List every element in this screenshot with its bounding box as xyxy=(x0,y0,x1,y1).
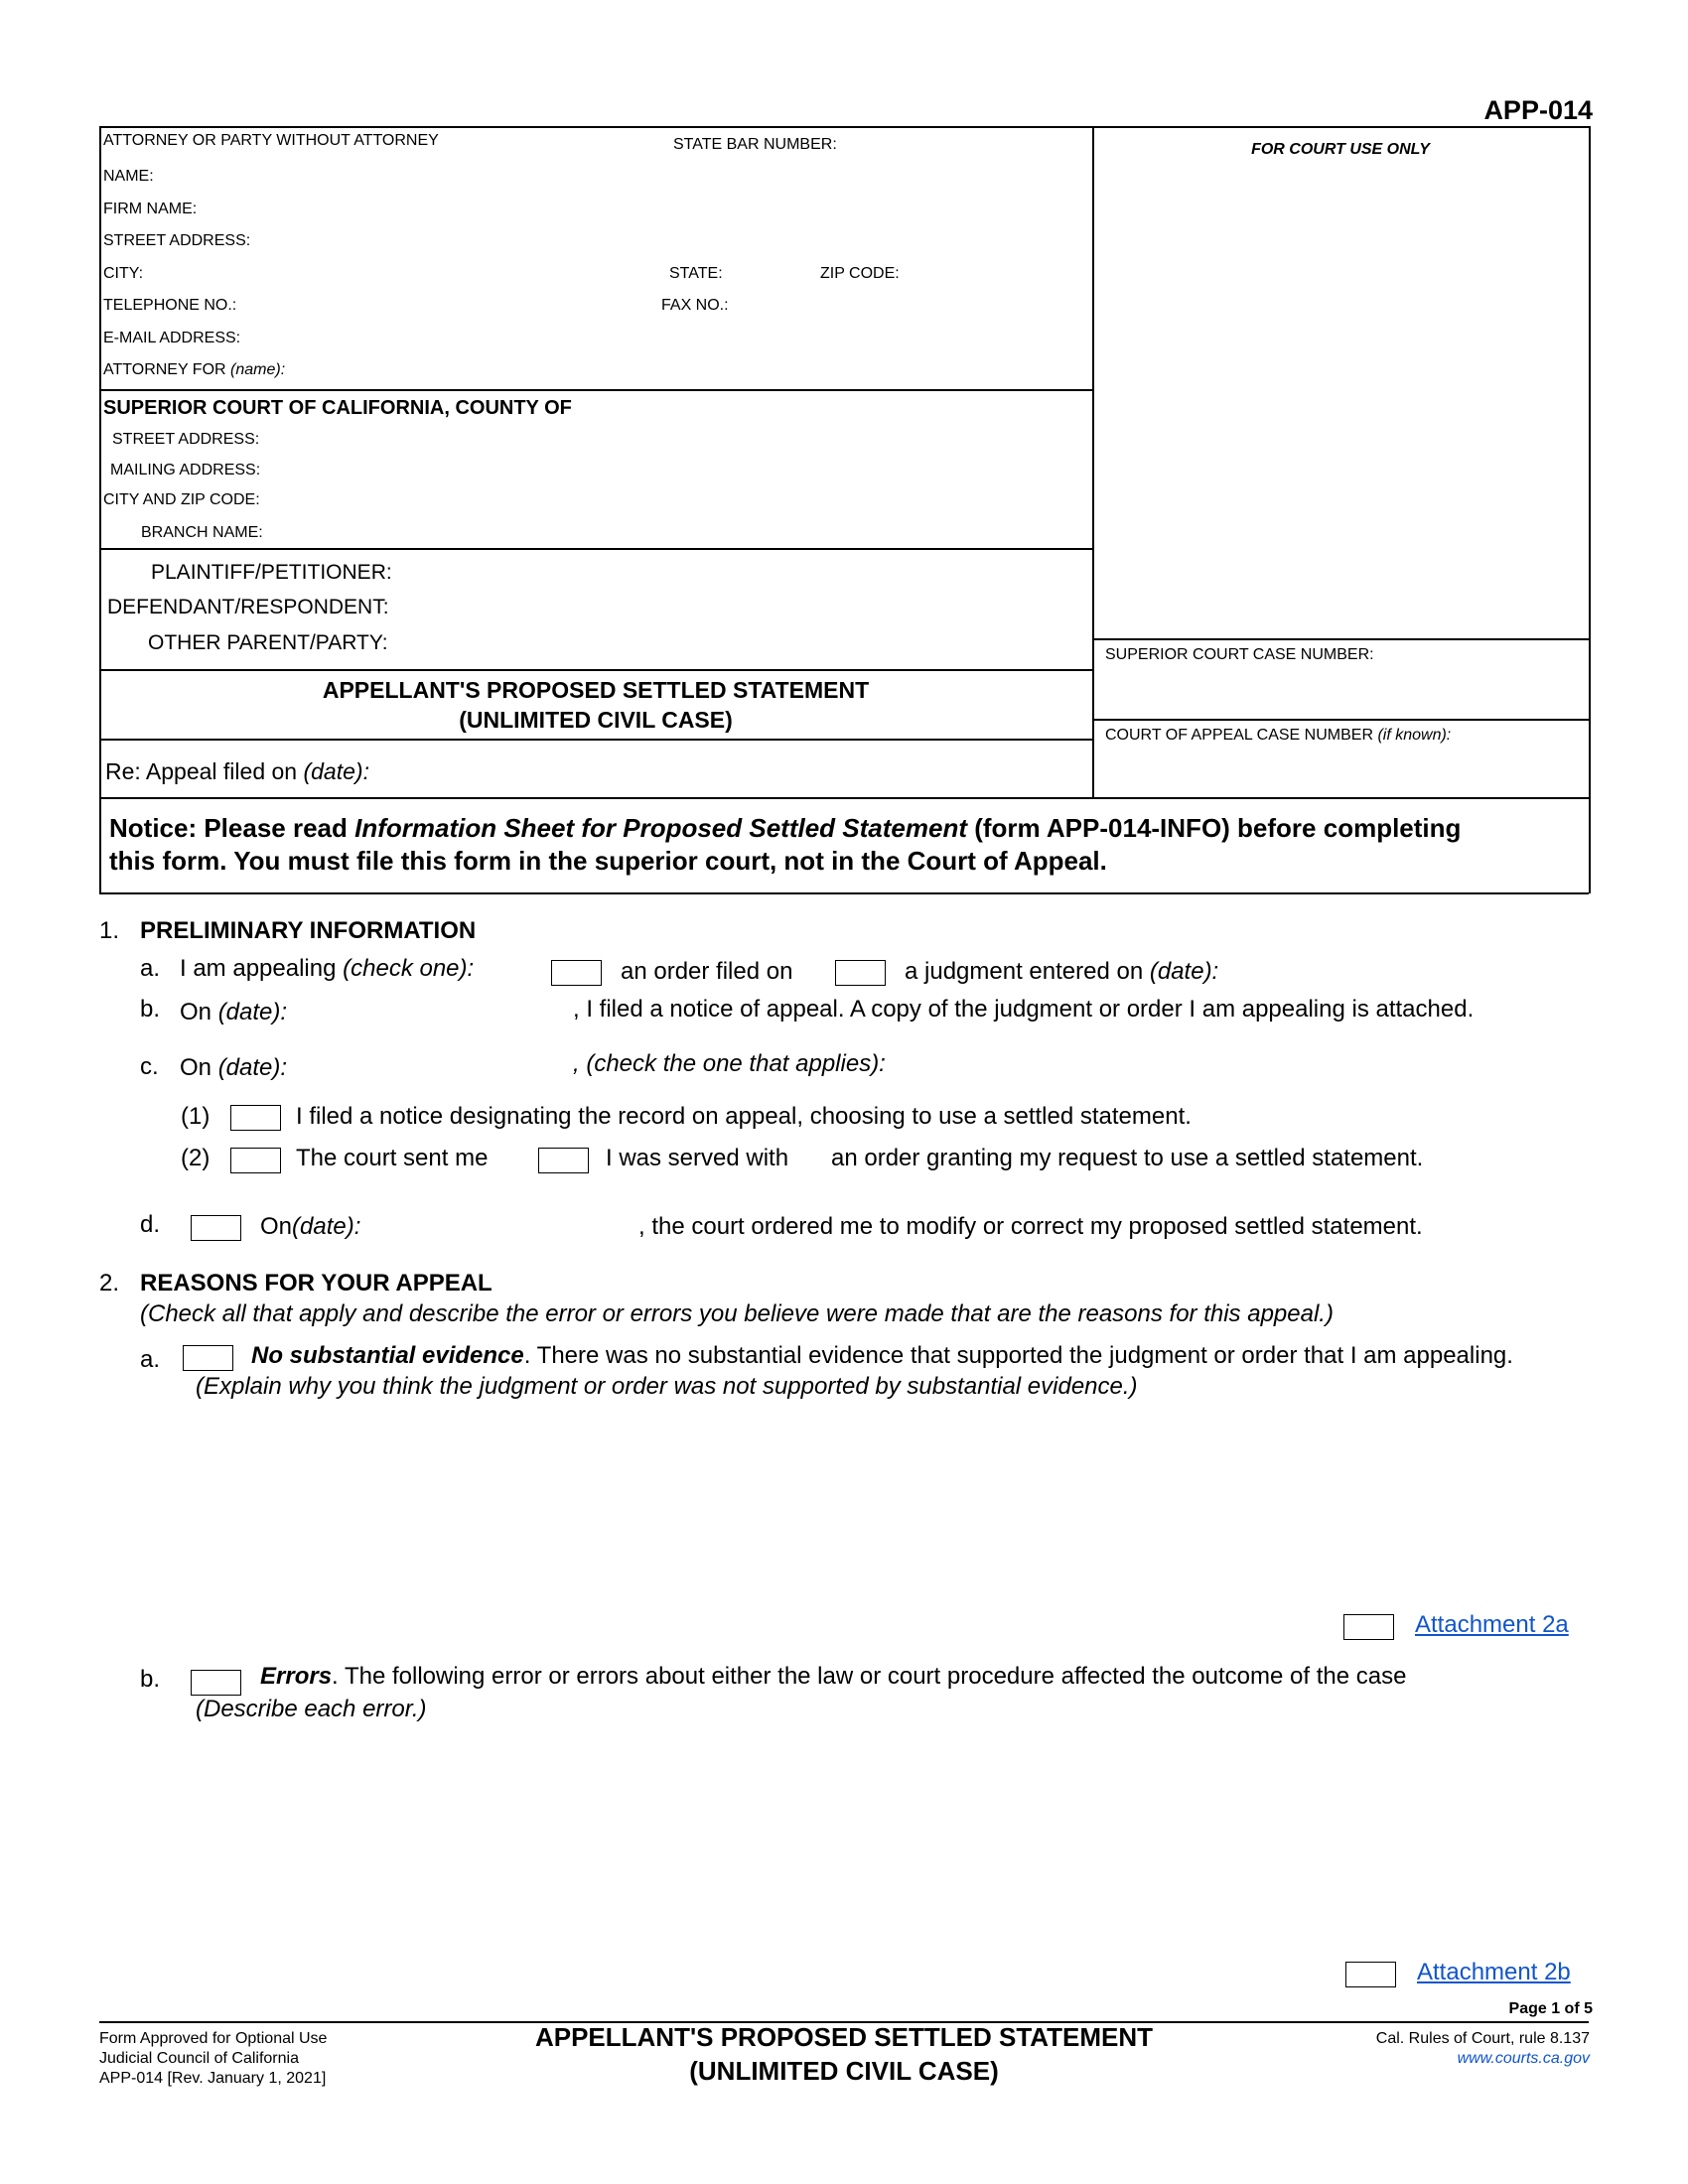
item-1b-on-text: On xyxy=(180,999,212,1025)
footer-title-line1: APPELLANT'S PROPOSED SETTLED STATEMENT xyxy=(534,2022,1154,2052)
plaintiff-input[interactable] xyxy=(412,559,1086,589)
section2-number: 2. xyxy=(99,1270,120,1297)
item-1b-letter: b. xyxy=(140,996,161,1023)
item-1d-text: , the court ordered me to modify or correct my proposed settled statement. xyxy=(638,1213,1423,1240)
notice-text-part2: (form APP-014-INFO) before completing xyxy=(966,813,1462,843)
item-2a-text xyxy=(251,1342,1513,1370)
item-1d-on-text: On xyxy=(260,1213,293,1240)
caption-left-border xyxy=(99,126,101,893)
name-input[interactable] xyxy=(159,165,1086,191)
state-label: STATE: xyxy=(669,265,723,282)
firm-name-input[interactable] xyxy=(207,197,1086,222)
footer-council: Judicial Council of California xyxy=(99,2050,299,2067)
item-1c1-checkbox[interactable] xyxy=(230,1105,281,1131)
divider-parties xyxy=(99,669,1092,671)
telephone-label: TELEPHONE NO.: xyxy=(103,297,237,314)
section1-number: 1. xyxy=(99,917,120,944)
court-mailing-input[interactable] xyxy=(274,458,1086,483)
item-1b-on xyxy=(180,999,287,1026)
appeal-case-label xyxy=(1105,727,1451,745)
item-2a-explain: (Explain why you think the judgment or order was not supported by substantial evidence.) xyxy=(196,1373,1138,1400)
item-1a-italic: (check one): xyxy=(343,955,475,982)
no-substantial-evidence-checkbox[interactable] xyxy=(183,1345,233,1371)
divider-notice-top xyxy=(99,797,1589,799)
item-2a-textarea[interactable] xyxy=(196,1410,1583,1602)
fax-label: FAX NO.: xyxy=(661,297,729,314)
section2-title: REASONS FOR YOUR APPEAL xyxy=(140,1270,492,1297)
order-checkbox[interactable] xyxy=(551,960,602,986)
item-1c1-text: I filed a notice designating the record on appeal, choosing to use a settled statement. xyxy=(296,1103,1192,1130)
item-1c-on-text: On xyxy=(180,1054,212,1081)
zip-code-input[interactable] xyxy=(908,261,1086,287)
judgment-date-input[interactable] xyxy=(1241,955,1583,987)
footer-approved: Form Approved for Optional Use xyxy=(99,2030,328,2047)
form-title-line1: APPELLANT'S PROPOSED SETTLED STATEMENT xyxy=(322,677,870,703)
item-1d-on xyxy=(260,1213,360,1241)
item-2a-letter: a. xyxy=(140,1346,161,1373)
item-1d-checkbox[interactable] xyxy=(191,1215,241,1241)
state-bar-input[interactable] xyxy=(850,132,1088,158)
attorney-label: ATTORNEY OR PARTY WITHOUT ATTORNEY xyxy=(103,132,439,149)
email-input[interactable] xyxy=(252,326,1086,351)
caption-top-border xyxy=(99,126,1589,128)
re-appeal-italic: (date): xyxy=(303,758,369,784)
plaintiff-label: PLAINTIFF/PETITIONER: xyxy=(151,561,392,584)
footer-revision: APP-014 [Rev. January 1, 2021] xyxy=(99,2070,327,2087)
court-cityzip-label: CITY AND ZIP CODE: xyxy=(103,491,260,508)
item-2a-description: . There was no substantial evidence that supported the judgment or order that I am appealing. xyxy=(523,1342,1513,1369)
attorney-for-input[interactable] xyxy=(298,357,1086,383)
item-1d-letter: d. xyxy=(140,1211,161,1238)
notice-line2: this form. You must file this form in the superior court, not in the Court of Appeal. xyxy=(109,846,1107,876)
item-1b-text: , I filed a notice of appeal. A copy of the judgment or order I am appealing is attached. xyxy=(573,996,1475,1023)
other-party-input[interactable] xyxy=(412,629,1086,659)
order-granting-text: an order granting my request to use a settled statement. xyxy=(831,1145,1424,1171)
item-2b-description: . The following error or errors about either the law or court procedure affected the outcome of the case xyxy=(332,1663,1407,1690)
errors-checkbox[interactable] xyxy=(191,1670,241,1696)
no-substantial-evidence-label: No substantial evidence xyxy=(251,1342,524,1369)
judgment-checkbox[interactable] xyxy=(835,960,886,986)
footer-rules: Cal. Rules of Court, rule 8.137 xyxy=(1375,2030,1590,2047)
state-bar-label: STATE BAR NUMBER: xyxy=(673,136,837,153)
attorney-for-label xyxy=(103,361,285,379)
notice-line1 xyxy=(109,813,1461,844)
judgment-entered-text: a judgment entered on xyxy=(905,958,1144,985)
form-number: APP-014 xyxy=(1483,95,1593,125)
errors-label: Errors xyxy=(260,1663,333,1690)
zip-code-label: ZIP CODE: xyxy=(820,265,900,282)
superior-case-label: SUPERIOR COURT CASE NUMBER: xyxy=(1105,646,1374,663)
divider-title xyxy=(99,739,1092,741)
item-2b-text xyxy=(260,1663,1406,1691)
item-1b-italic: (date): xyxy=(217,999,288,1025)
item-1d-date-input[interactable] xyxy=(377,1211,639,1243)
item-1a-label: I am appealing xyxy=(180,955,337,982)
footer-website[interactable]: www.courts.ca.gov xyxy=(1457,2050,1590,2067)
attachment-2b-link[interactable]: Attachment 2b xyxy=(1417,1959,1571,1985)
court-cityzip-input[interactable] xyxy=(274,487,1086,513)
re-appeal-text: Re: Appeal filed on xyxy=(105,758,298,784)
name-label: NAME: xyxy=(103,168,154,185)
street-address-input[interactable] xyxy=(263,228,1086,254)
attachment-2a-link[interactable]: Attachment 2a xyxy=(1415,1611,1569,1638)
street-address-label: STREET ADDRESS: xyxy=(103,232,251,249)
caption-middle-divider xyxy=(1092,126,1094,797)
item-1c1-number: (1) xyxy=(181,1103,211,1130)
item-2b-explain: (Describe each error.) xyxy=(196,1696,427,1722)
judgment-entered-italic: (date): xyxy=(1149,958,1219,985)
appeal-case-text: COURT OF APPEAL CASE NUMBER xyxy=(1105,727,1373,744)
section2-instruction: (Check all that apply and describe the error or errors you believe were made that are the reasons for this appeal.) xyxy=(140,1300,1334,1327)
court-title: SUPERIOR COURT OF CALIFORNIA, COUNTY OF xyxy=(103,397,572,419)
divider-notice-bottom xyxy=(99,892,1589,894)
state-input[interactable] xyxy=(729,261,814,287)
item-1c2-checkbox[interactable] xyxy=(230,1148,281,1173)
appeal-case-input[interactable] xyxy=(1100,751,1585,792)
attachment-2a-checkbox[interactable] xyxy=(1343,1614,1394,1640)
item-1c-on xyxy=(180,1054,287,1082)
divider-case-number xyxy=(1092,719,1589,721)
item-1c-italic: (date): xyxy=(217,1054,288,1081)
divider-court-use xyxy=(1092,638,1589,640)
caption-right-border xyxy=(1589,126,1591,893)
defendant-label: DEFENDANT/RESPONDENT: xyxy=(107,596,389,618)
served-with-label: I was served with xyxy=(606,1145,789,1171)
judgment-entered-label xyxy=(905,958,1218,986)
court-street-label: STREET ADDRESS: xyxy=(112,431,260,448)
city-label: CITY: xyxy=(103,265,144,282)
item-2b-letter: b. xyxy=(140,1666,161,1693)
attorney-for-text: ATTORNEY FOR xyxy=(103,361,226,378)
attachment-2b-checkbox[interactable] xyxy=(1345,1962,1396,1987)
order-filed-label: an order filed on xyxy=(621,958,793,985)
appeal-date-input[interactable] xyxy=(401,756,1086,788)
item-1c-letter: c. xyxy=(140,1053,159,1080)
item-1a-letter: a. xyxy=(140,955,161,982)
notice-italic: Information Sheet for Proposed Settled Statement xyxy=(354,813,967,843)
other-party-label: OTHER PARENT/PARTY: xyxy=(148,631,388,654)
email-label: E-MAIL ADDRESS: xyxy=(103,330,241,346)
served-with-checkbox[interactable] xyxy=(538,1148,589,1173)
item-1c2-number: (2) xyxy=(181,1145,211,1171)
court-use-label: FOR COURT USE ONLY xyxy=(1251,141,1430,158)
item-1d-italic: (date): xyxy=(292,1213,361,1240)
telephone-input[interactable] xyxy=(248,293,654,319)
court-street-input[interactable] xyxy=(274,427,1086,453)
superior-case-input[interactable] xyxy=(1100,670,1585,712)
fax-input[interactable] xyxy=(739,293,1086,319)
branch-name-label: BRANCH NAME: xyxy=(141,524,263,541)
county-input[interactable] xyxy=(633,396,1086,424)
item-1c-date-input[interactable] xyxy=(298,1050,572,1082)
re-appeal-label xyxy=(105,758,369,785)
branch-name-input[interactable] xyxy=(274,520,1086,546)
footer-title-line2: (UNLIMITED CIVIL CASE) xyxy=(689,2056,999,2086)
city-input[interactable] xyxy=(149,261,664,287)
form-title-line2: (UNLIMITED CIVIL CASE) xyxy=(459,707,733,733)
notice-text-part1: Notice: Please read xyxy=(109,813,355,843)
item-1a-text xyxy=(180,955,474,983)
attorney-for-italic: (name): xyxy=(230,361,286,378)
court-mailing-label: MAILING ADDRESS: xyxy=(110,462,261,478)
divider-attorney xyxy=(99,389,1092,391)
section1-title: PRELIMINARY INFORMATION xyxy=(140,917,477,944)
firm-name-label: FIRM NAME: xyxy=(103,201,198,217)
page-number: Page 1 of 5 xyxy=(1508,2000,1593,2017)
appeal-case-italic: (if known): xyxy=(1377,727,1452,744)
item-1c-text: , (check the one that applies): xyxy=(573,1050,886,1077)
divider-court xyxy=(99,548,1092,550)
item-2b-textarea[interactable] xyxy=(196,1732,1583,1950)
notice-of-appeal-date-input[interactable] xyxy=(298,995,572,1026)
court-sent-me-label: The court sent me xyxy=(296,1145,489,1171)
defendant-input[interactable] xyxy=(412,594,1086,623)
